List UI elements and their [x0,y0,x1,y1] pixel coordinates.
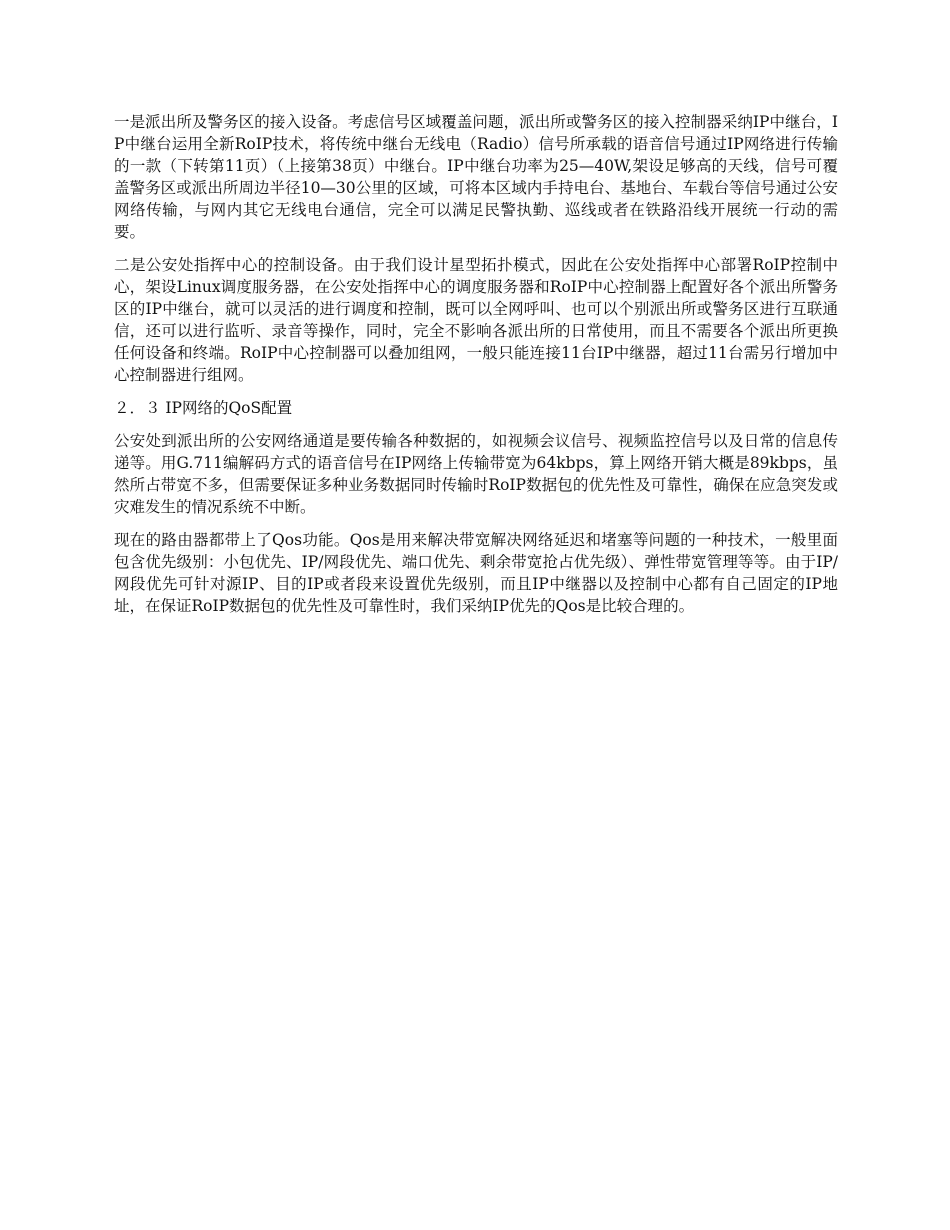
paragraph-router-qos: 现在的路由器都带上了Qos功能。Qos是用来解决带宽解决网络延迟和堵塞等问题的一种技术，一般里面包含优先级别：小包优先、IP/网段优先、端口优先、剩余带宽抢占优先级）、弹性带宽管理等等。由于IP/网段优先可针对源IP、目的IP或者段来设置优先级别，而且IP中继器以及控制中心都有自己固定的IP地址，在保证RoIP数据包的优先性及可靠性时，我们采纳IP优先的Qos是比较合理的。 [114,531,838,615]
paragraph-access-devices: 一是派出所及警务区的接入设备。考虑信号区域覆盖问题，派出所或警务区的接入控制器采纳IP中继台，IP中继台运用全新RoIP技术，将传统中继台无线电（Radio）信号所承载的语音信号通过IP网络进行传输的一款（下转第11页）（上接第38页）中继台。IP中继台功率为25—40W,架设足够高的天线，信号可覆盖警务区或派出所周边半径10—30公里的区域，可将本区域内手持电台、基地台、车载台等信号通过公安网络传输，与网内其它无线电台通信，完全可以满足民警执勤、巡线或者在铁路沿线开展统一行动的需要。 [114,113,838,241]
paragraph-control-devices: 二是公安处指挥中心的控制设备。由于我们设计星型拓扑模式，因此在公安处指挥中心部署RoIP控制中心，架设Linux调度服务器，在公安处指挥中心的调度服务器和RoIP中心控制器上配置好各个派出所警务区的IP中继台，就可以灵活的进行调度和控制，既可以全网呼叫、也可以个别派出所或警务区进行互联通信，还可以进行监听、录音等操作，同时，完全不影响各派出所的日常使用，而且不需要各个派出所更换任何设备和终端。RoIP中心控制器可以叠加组网，一般只能连接11台IP中继器，超过11台需另行增加中心控制器进行组网。 [114,256,838,384]
section-heading-qos: ２．３ IP网络的QoS配置 [114,399,293,417]
document-body [114,111,838,628]
paragraph-network-bandwidth: 公安处到派出所的公安网络通道是要传输各种数据的，如视频会议信号、视频监控信号以及日常的信息传递等。用G.711编解码方式的语音信号在IP网络上传输带宽为64kbps，算上网络开销大概是89kbps，虽然所占带宽不多，但需要保证多种业务数据同时传输时RoIP数据包的优先性及可靠性，确保在应急突发或灾难发生的情况系统不中断。 [114,432,838,516]
